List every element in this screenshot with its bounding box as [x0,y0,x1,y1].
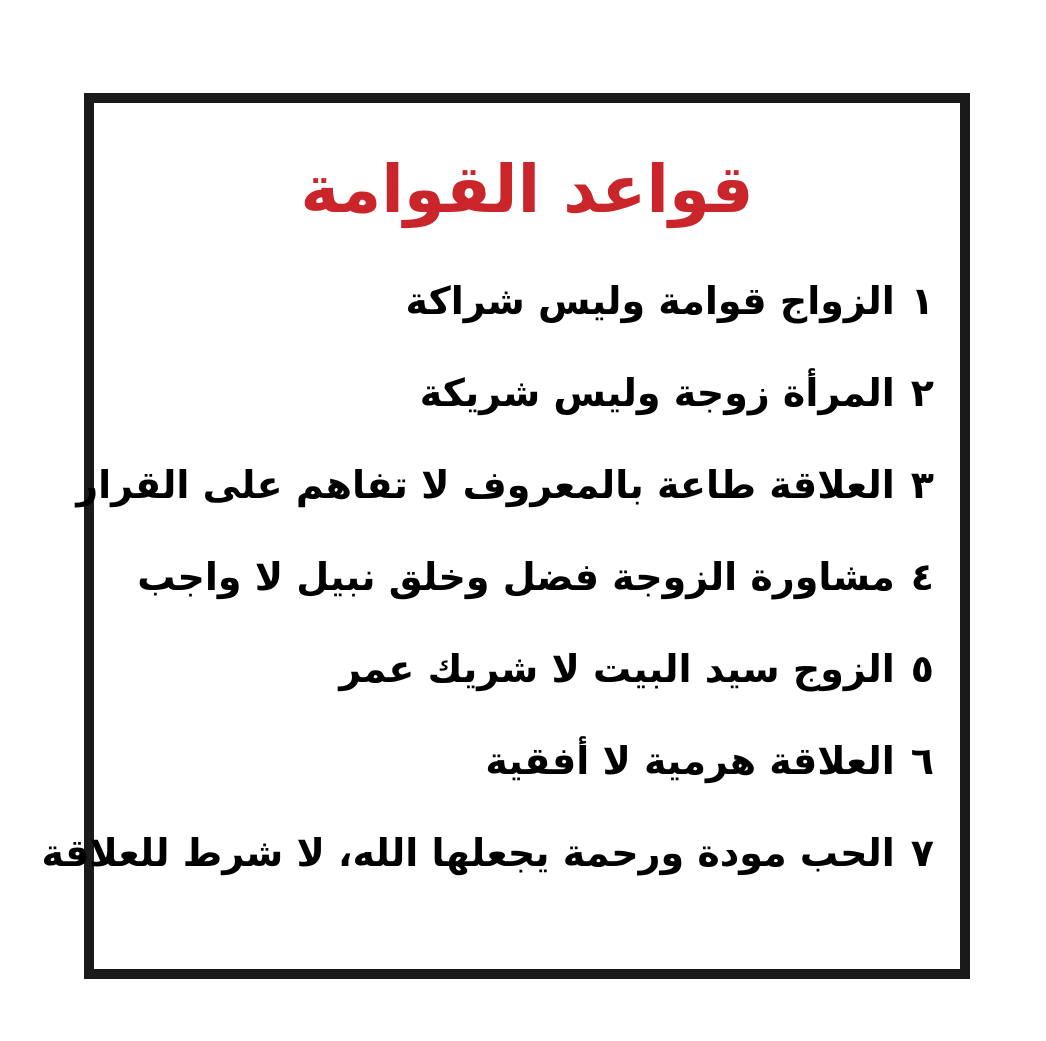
list-item [42,731,934,823]
list-item [42,547,934,639]
bordered-card [41,93,970,979]
rule-number: ٤ [910,555,934,599]
rule-number: ٢ [910,371,934,415]
rule-number: ٧ [910,831,934,875]
rule-text: الزواج قوامة وليس شراكة [405,279,895,323]
rule-text: مشاورة الزوجة فضل وخلق نبيل لا واجب [137,555,895,599]
rule-number: ٦ [910,739,934,783]
rules-list [42,271,934,915]
rule-number: ١ [910,279,934,323]
rule-number: ٥ [910,647,934,691]
rule-number: ٣ [910,463,934,507]
list-item [42,823,934,915]
rule-text: الزوج سيد البيت لا شريك عمر [339,647,895,691]
list-item [42,271,934,363]
page-title: قواعد القوامة [300,151,754,228]
rule-text: العلاقة هرمية لا أفقية [485,739,895,783]
rule-text: المرأة زوجة وليس شريكة [419,371,895,415]
list-item [42,455,934,547]
rule-text: العلاقة طاعة بالمعروف لا تفاهم على القرار [76,463,895,507]
list-item [42,363,934,455]
rule-text: الحب مودة ورحمة يجعلها الله، لا شرط للعلاقة [41,831,895,875]
list-item [42,639,934,731]
